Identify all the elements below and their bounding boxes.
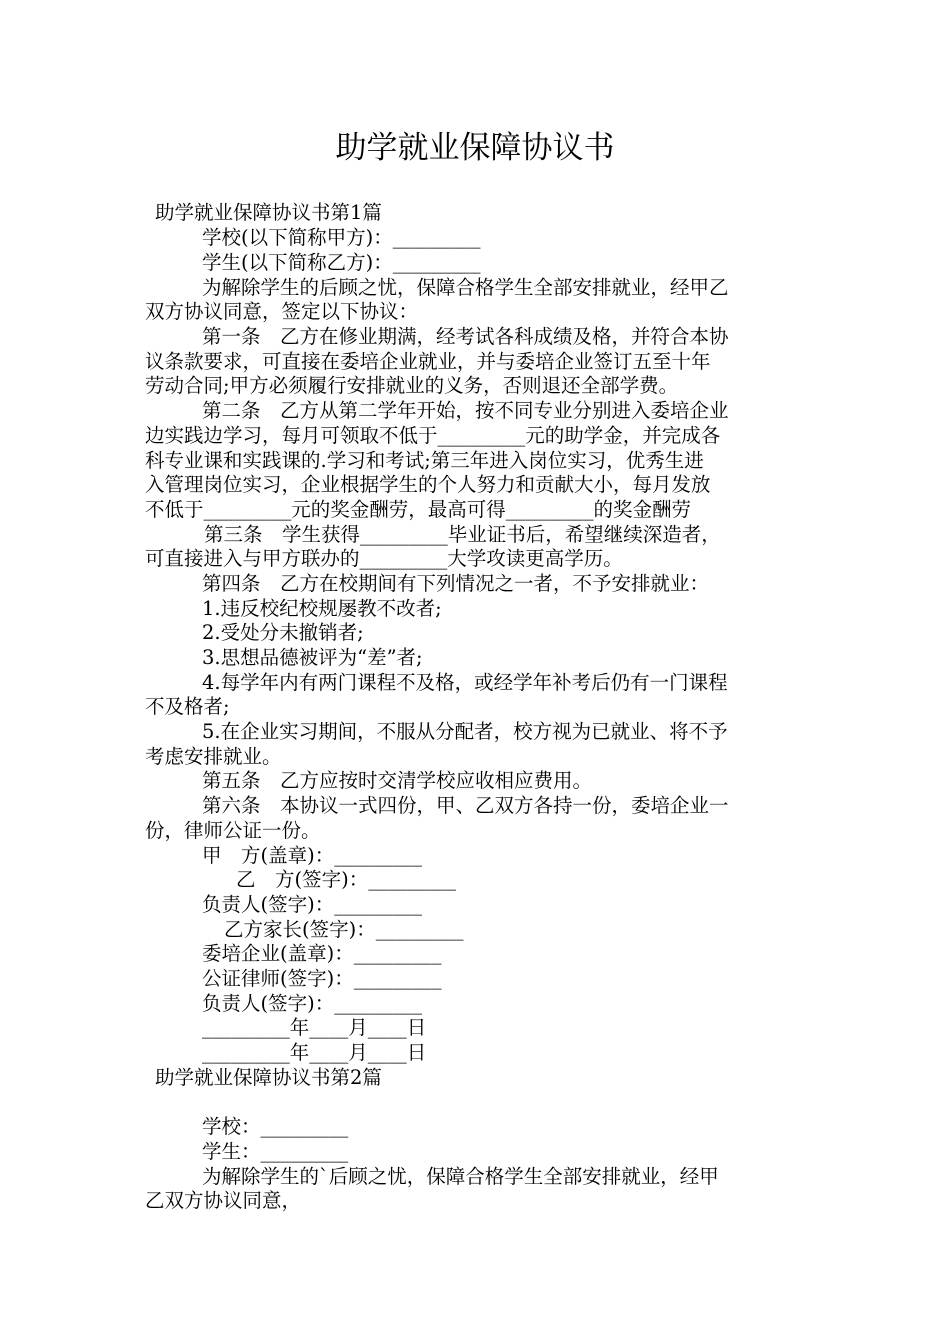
text-line: 边实践边学习，每月可领取不低于_________元的助学金，并完成各 [145,424,721,447]
text-line: 负责人(签字)：_________ [202,893,422,916]
text-line: 份，律师公证一份。 [145,819,321,842]
text-line: 入管理岗位实习，企业根据学生的个人努力和贡献大小，每月发放 [145,473,711,496]
text-line: 乙双方协议同意， [145,1189,302,1212]
text-line: 考虑安排就业。 [145,745,282,768]
text-line: 可直接进入与甲方联办的_________大学攻读更高学历。 [145,547,623,570]
text-line: 3.思想品德被评为“差”者; [202,646,423,669]
text-line: 第四条 乙方在校期间有下列情况之一者，不予安排就业： [202,572,710,595]
text-line: 不及格者; [145,695,230,718]
text-line: 不低于_________元的奖金酬劳，最高可得_________的奖金酬劳 [145,498,692,521]
text-line: 公证律师(签字)：_________ [202,967,442,990]
text-line: 助学就业保障协议书第1篇 [155,201,382,224]
text-line: 甲 方(盖章)：_________ [202,844,422,867]
text-line: 劳动合同;甲方必须履行安排就业的义务，否则退还全部学费。 [145,374,679,397]
text-line: 为解除学生的`后顾之忧，保障合格学生全部安排就业，经甲 [202,1165,719,1188]
text-line: 第二条 乙方从第二学年开始，按不同专业分别进入委培企业 [202,399,729,422]
text-line: _________年____月____日 [202,1016,427,1039]
text-line: 2.受处分未撤销者; [202,621,364,644]
text-line: 议条款要求，可直接在委培企业就业，并与委培企业签订五至十年 [145,350,711,373]
text-line: 为解除学生的后顾之忧，保障合格学生全部安排就业，经甲乙 [202,276,729,299]
text-line: 学生(以下简称乙方)：_________ [202,251,481,274]
text-line: 5.在企业实习期间，不服从分配者，校方视为已就业、将不予 [202,720,728,743]
text-line: 助学就业保障协议书第2篇 [155,1066,382,1089]
text-line: 乙 方(签字)：_________ [236,868,456,891]
text-line: 双方协议同意，签定以下协议： [145,300,419,323]
text-line: 负责人(签字)：_________ [202,992,422,1015]
text-line: 第六条 本协议一式四份，甲、乙双方各持一份，委培企业一 [202,794,729,817]
text-line: 4.每学年内有两门课程不及格，或经学年补考后仍有一门课程 [202,671,728,694]
text-line: 委培企业(盖章)：_________ [202,942,442,965]
text-line: 学校：_________ [202,1115,349,1138]
text-line: 第五条 乙方应按时交清学校应收相应费用。 [202,769,593,792]
document-title: 助学就业保障协议书 [335,130,615,166]
text-line: 1.违反校纪校规屡教不改者; [202,597,442,620]
text-line: 科专业课和实践课的.学习和考试;第三年进入岗位实习，优秀生进 [145,449,704,472]
text-line: 第三条 学生获得_________毕业证书后，希望继续深造者， [204,523,721,546]
text-line: _________年____月____日 [202,1041,427,1064]
text-line: 学生：_________ [202,1140,349,1163]
text-line: 第一条 乙方在修业期满，经考试各科成绩及格，并符合本协 [202,325,729,348]
text-line: 乙方家长(签字)：_________ [224,918,464,941]
text-line: 学校(以下简称甲方)：_________ [202,226,481,249]
